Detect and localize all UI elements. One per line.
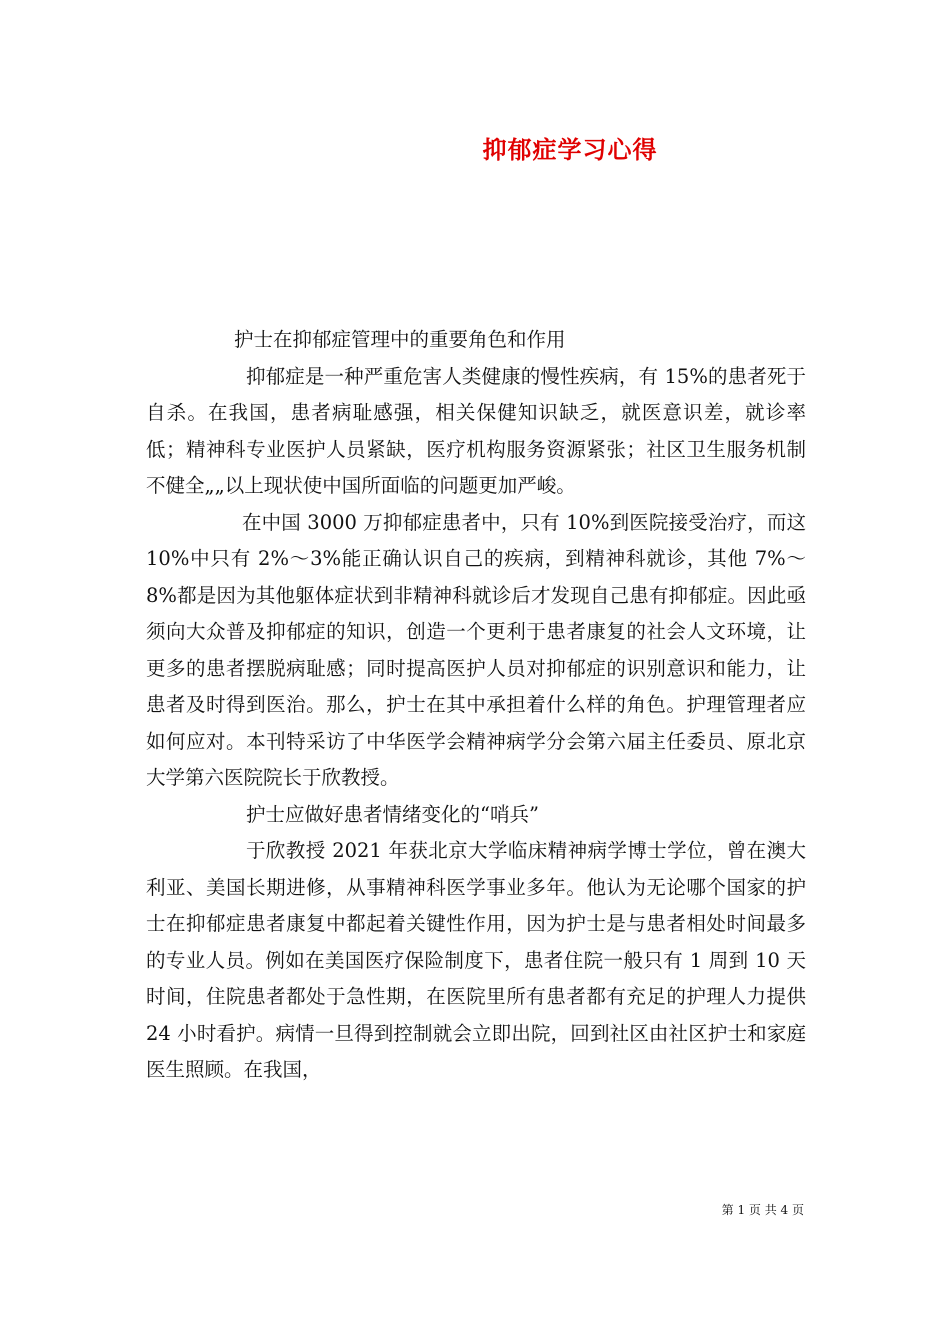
document-title: 抑郁症学习心得: [482, 135, 658, 164]
paragraph-2: 在中国 3000 万抑郁症患者中，只有 10%到医院接受治疗，而这 10%中只有 2%～3%能正确认识自己的疾病，到精神科就诊，其他 7%～8%都是因为其他躯体症状到非精神科就诊后才发现自己患有抑郁症。因此亟须向大众普及抑郁症的知识，创造一个更利于患者康复的社会人文环境，让更多的患者摆脱病耻感；同时提高医护人员对抑郁症的识别意识和能力，让患者及时得到医治。那么，护士在其中承担着什么样的角色。护理管理者应如何应对。本刊特采访了中华医学会精神病学分会第六届主任委员、原北京大学第六医院院长于欣教授。: [146, 510, 806, 789]
page-number-footer: 第 1 页 共 4 页: [721, 1203, 804, 1217]
paragraph-1: 抑郁症是一种严重危害人类健康的慢性疾病，有 15%的患者死于自杀。在我国，患者病耻感强，相关保健知识缺乏，就医意识差，就诊率低；精神科专业医护人员紧缺，医疗机构服务资源紧张；社区卫生服务机制不健全„„以上现状使中国所面临的问题更加严峻。: [146, 364, 806, 497]
section-heading-2: 护士应做好患者情绪变化的“哨兵”: [246, 802, 539, 826]
paragraph-3: 于欣教授 2021 年获北京大学临床精神病学博士学位，曾在澳大利亚、美国长期进修，从事精神科医学事业多年。他认为无论哪个国家的护士在抑郁症患者康复中都起着关键性作用，因为护士是与患者相处时间最多的专业人员。例如在美国医疗保险制度下，患者住院一般只有 1 周到 10 天时间，住院患者都处于急性期，在医院里所有患者都有充足的护理人力提供 24 小时看护。病情一旦得到控制就会立即出院，回到社区由社区护士和家庭医生照顾。在我国，: [146, 839, 806, 1081]
document-body: [146, 322, 806, 1089]
section-heading-1: 护士在抑郁症管理中的重要角色和作用: [234, 328, 566, 351]
